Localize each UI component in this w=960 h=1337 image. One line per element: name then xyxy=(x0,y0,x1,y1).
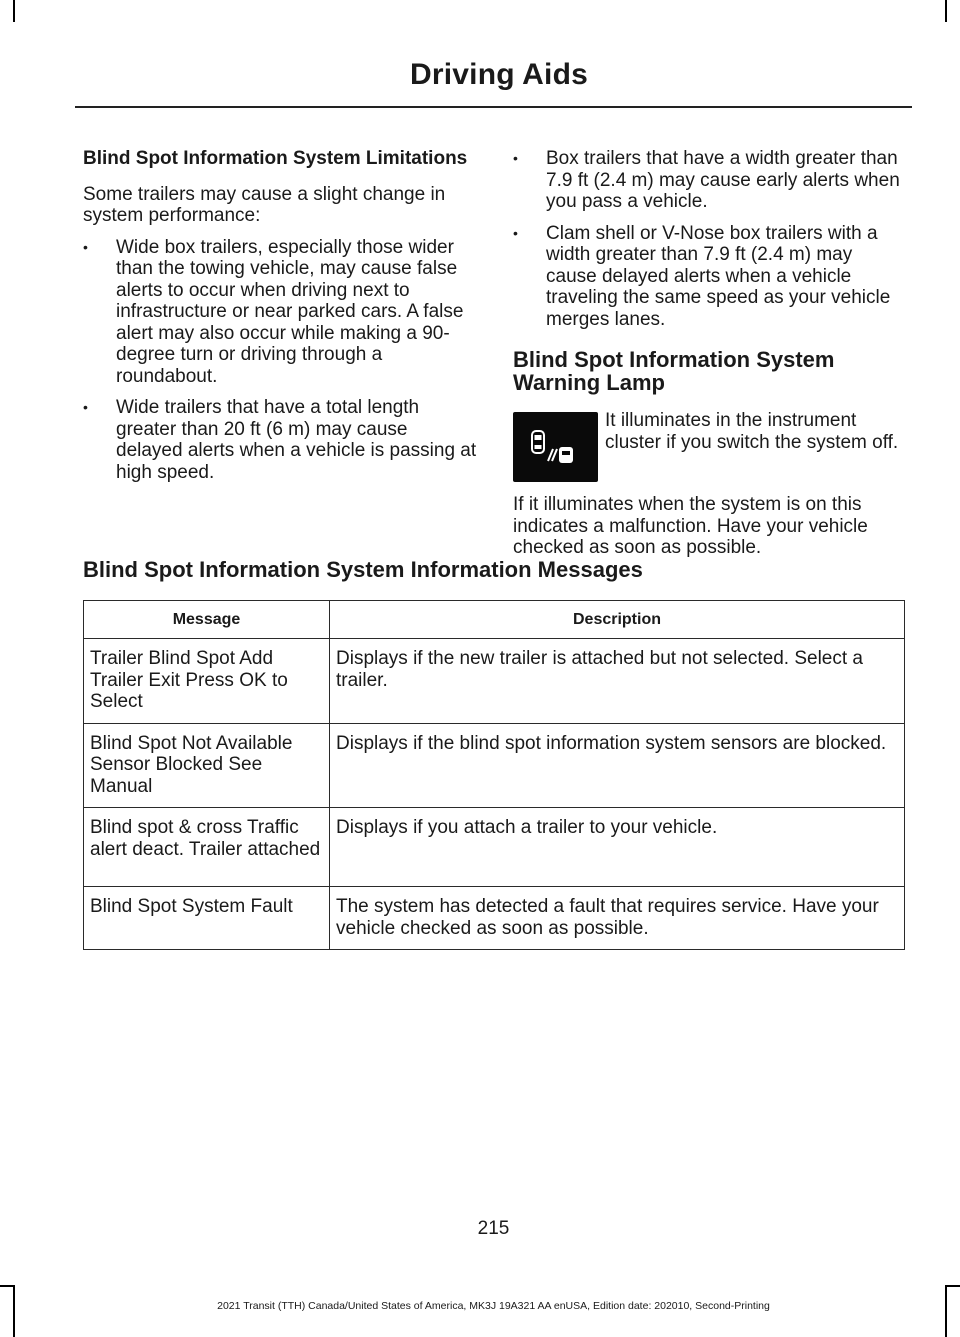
column-header-message: Message xyxy=(84,601,330,639)
message-cell: Trailer Blind Spot Add Trailer Exit Press OK to Select xyxy=(84,639,330,724)
warning-lamp-row xyxy=(513,410,908,482)
list-item: • Wide box trailers, especially those wider than the towing vehicle, may cause false alerts to occur when driving next to infrastructure or near parked cars. A false alert may also occur while making a 90-degree turn or driving through a roundabout. xyxy=(83,237,478,388)
crop-mark-top-left-v xyxy=(13,0,15,22)
message-cell: Blind Spot System Fault xyxy=(84,887,330,950)
page-title: Driving Aids xyxy=(410,58,588,91)
messages-table xyxy=(83,600,905,950)
right-column xyxy=(513,148,908,569)
messages-section-title: Blind Spot Information System Information Messages xyxy=(83,557,643,582)
list-item: • Clam shell or V-Nose box trailers with a width greater than 7.9 ft (2.4 m) may cause delayed alerts when a vehicle traveling the same speed as your vehicle merges lanes. xyxy=(513,223,908,331)
crop-mark-top-right-v xyxy=(945,0,947,22)
description-cell: Displays if the new trailer is attached but not selected. Select a trailer. xyxy=(330,639,905,724)
message-cell: Blind Spot Not Available Sensor Blocked See Manual xyxy=(84,723,330,808)
header-divider xyxy=(75,106,912,108)
table-row xyxy=(84,808,905,887)
message-cell: Blind spot & cross Traffic alert deact. Trailer attached xyxy=(84,808,330,887)
limitations-heading: Blind Spot Information System Limitations xyxy=(83,148,468,169)
crop-mark-bottom-left-h xyxy=(0,1285,15,1287)
limitations-list xyxy=(83,237,478,484)
limitations-list-continued xyxy=(513,148,908,330)
table-header-row xyxy=(84,601,905,639)
table-row xyxy=(84,887,905,950)
footer-text: 2021 Transit (TTH) Canada/United States of America, MK3J 19A321 AA enUSA, Edition date: 202010, Second-Printing xyxy=(217,1300,770,1312)
column-header-description: Description xyxy=(330,601,905,639)
warning-lamp-heading: Blind Spot Information System Warning Lamp xyxy=(513,347,835,395)
description-cell: Displays if you attach a trailer to your vehicle. xyxy=(330,808,905,887)
warning-lamp-description: It illuminates in the instrument cluster if you switch the system off. xyxy=(605,410,899,453)
blind-spot-warning-lamp-icon xyxy=(513,412,598,482)
list-item: • Box trailers that have a width greater than 7.9 ft (2.4 m) may cause early alerts when you pass a vehicle. xyxy=(513,148,908,213)
description-cell: Displays if the blind spot information system sensors are blocked. xyxy=(330,723,905,808)
limitations-intro: Some trailers may cause a slight change in system performance: xyxy=(83,183,446,226)
list-item: • Wide trailers that have a total length greater than 20 ft (6 m) may cause delayed alerts when a vehicle is passing at high speed. xyxy=(83,397,478,483)
page-number: 215 xyxy=(477,1218,510,1239)
description-cell: The system has detected a fault that requires service. Have your vehicle checked as soon as possible. xyxy=(330,887,905,950)
left-column xyxy=(83,148,478,493)
malfunction-text: If it illuminates when the system is on this indicates a malfunction. Have your vehicle checked as soon as possible. xyxy=(513,494,868,558)
table-row xyxy=(84,639,905,724)
crop-mark-bottom-right-h xyxy=(945,1285,960,1287)
table-row xyxy=(84,723,905,808)
